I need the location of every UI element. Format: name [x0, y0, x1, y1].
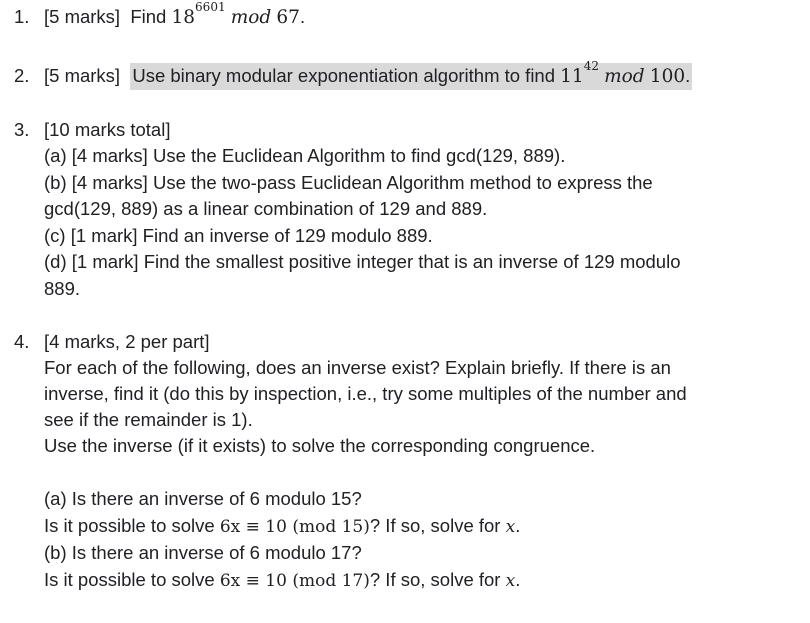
q1-number: 1. [14, 6, 30, 27]
q4-part-b-solve [44, 567, 520, 593]
q3-part-b-line2: gcd(129, 889) as a linear combination of 129 and 889. [44, 198, 488, 219]
q2-mod: mod [604, 66, 645, 87]
q4b-congruence: 6x ≡ 10 (mod 17) [219, 571, 370, 591]
q3-part-a: (a) [4 marks] Use the Euclidean Algorithm to find gcd(129, 889). [44, 145, 566, 166]
q2-exponent: 42 [583, 59, 599, 73]
q2-marks: [5 marks] [44, 65, 121, 86]
q4b-solve-suffix: ? If so, solve for [369, 569, 501, 590]
q1-text: Find [130, 6, 167, 27]
q4b-solve-prefix: Is it possible to solve [44, 569, 215, 590]
q4-instructions-line2: inverse, find it (do this by inspection, i.e., try some multiples of the number and [44, 383, 687, 404]
q2-modulus: 100 [649, 66, 686, 87]
q4b-variable: x [505, 571, 516, 591]
q3-part-b-line1: (b) [4 marks] Use the two-pass Euclidean Algorithm method to express the [44, 172, 653, 193]
q3-number: 3. [14, 119, 30, 140]
q4-part-b-question: (b) Is there an inverse of 6 modulo 17? [44, 542, 362, 563]
q3-part-d-line1: (d) [1 mark] Find the smallest positive integer that is an inverse of 129 modulo [44, 251, 681, 272]
q1-base: 18 [171, 7, 196, 28]
q4b-period: . [515, 569, 521, 590]
q3-part-d-line2: 889. [44, 278, 81, 299]
q4a-solve-prefix: Is it possible to solve [44, 515, 215, 536]
q2-line [44, 59, 692, 89]
q4a-period: . [515, 515, 521, 536]
q1-marks: [5 marks] [44, 6, 121, 27]
q4a-variable: x [505, 517, 516, 537]
q4-part-a-question: (a) Is there an inverse of 6 modulo 15? [44, 488, 362, 509]
q1-line [44, 0, 306, 30]
q3-header: [10 marks total] [44, 119, 171, 140]
q4a-congruence: 6x ≡ 10 (mod 15) [219, 517, 370, 537]
q1-modulus: 67 [276, 7, 300, 28]
q1-period: . [299, 6, 306, 27]
q1-mod: mod [230, 7, 272, 28]
q2-base: 11 [560, 66, 584, 87]
q2-highlighted-text[interactable] [130, 59, 692, 90]
q2-number: 2. [14, 65, 30, 86]
q4-number: 4. [14, 331, 30, 352]
q4a-solve-suffix: ? If so, solve for [369, 515, 501, 536]
q4-instructions-line3: see if the remainder is 1). [44, 409, 253, 430]
q4-part-a-solve [44, 513, 520, 539]
q2-period: . [685, 65, 691, 86]
q1-exponent: 6601 [195, 0, 226, 14]
q4-header: [4 marks, 2 per part] [44, 331, 210, 352]
q2-text: Use binary modular exponentiation algorithm to find [132, 65, 556, 86]
q4-instructions-line4: Use the inverse (if it exists) to solve the corresponding congruence. [44, 435, 596, 456]
q4-instructions-line1: For each of the following, does an inverse exist? Explain briefly. If there is an [44, 357, 671, 378]
q3-part-c: (c) [1 mark] Find an inverse of 129 modulo 889. [44, 225, 433, 246]
